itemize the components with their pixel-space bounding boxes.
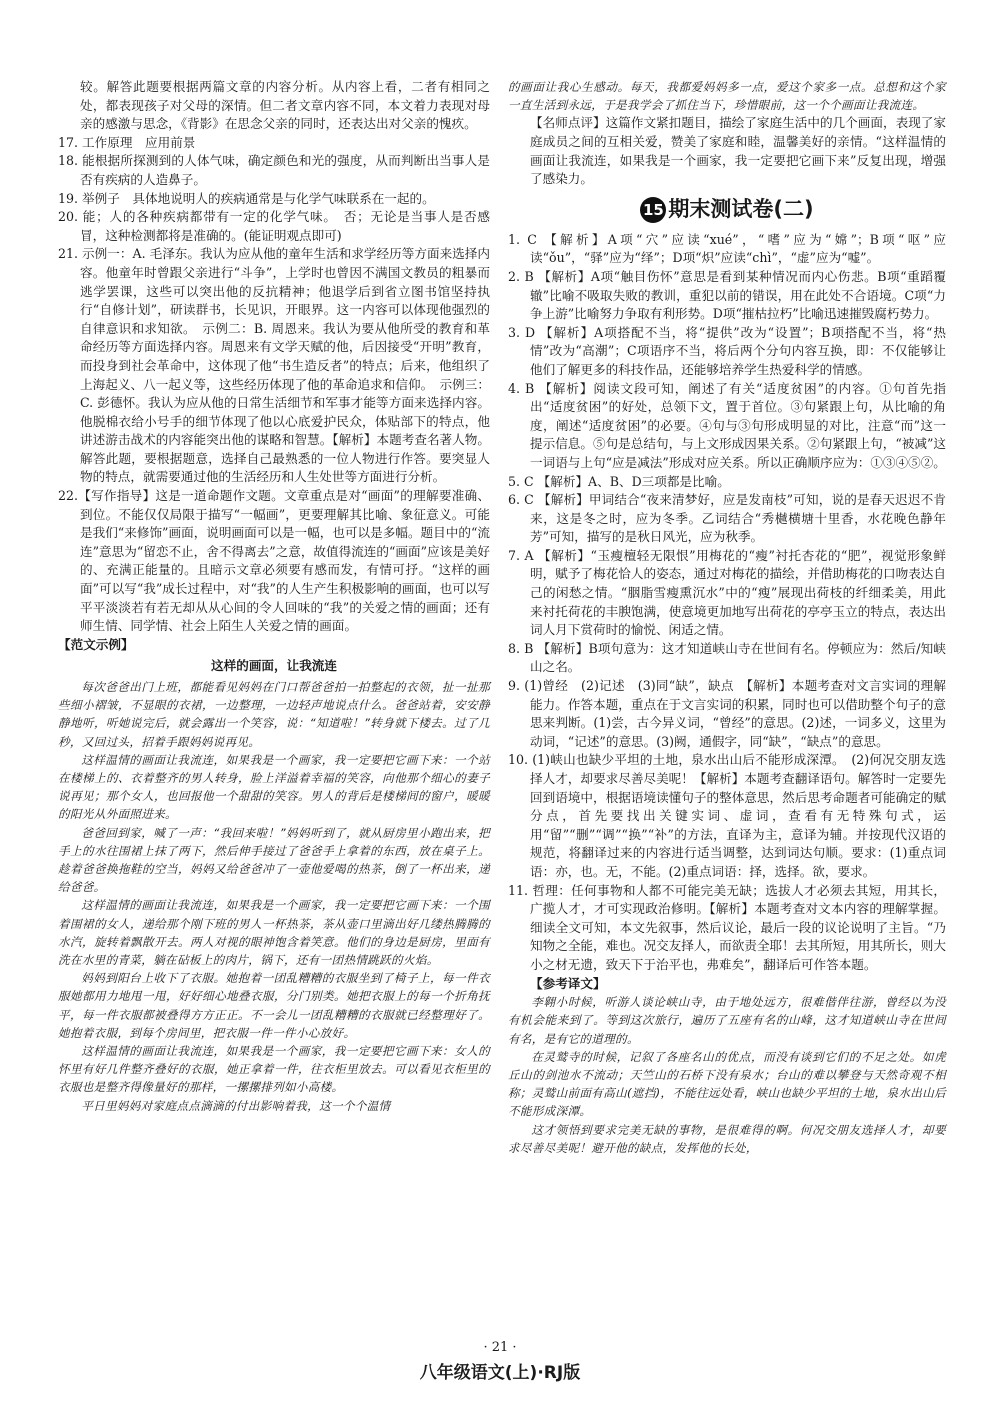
reference-translation <box>508 993 946 1157</box>
answer-6: 6. C 【解析】甲词结合“夜来清梦好，应是发南枝”可知，说的是春天迟迟不肯来，这是冬之时，应为冬季。乙词结合“秀樾横塘十里香，水花晚色静年芳”可知，描写的是秋日风光，应为秋季。 <box>508 492 946 545</box>
answer-7: 7. A 【解析】“玉瘦檀轻无限恨”用梅花的“瘦”衬托杏花的“肥”，视觉形象鲜明，赋予了梅花恰人的姿态，通过对梅花的描绘，并借助梅花的口吻表达自己的闲愁之情。“胭脂雪瘦熏沉水”中的“瘦”展现出荷枝的纤细柔美，用此来衬托荷花的丰腴饱满，使意境更加地写出荷花的亭亭玉立的特点，表达出词人月下赏荷时的愉悦、闲适之情。 <box>508 547 946 638</box>
essay-paragraph: 这样温情的画面让我流连，如果我是一个画家，我一定要把它画下来：一个站在楼梯上的、衣着整齐的男人转身，脸上洋溢着幸福的笑容，向他那个细心的妻子说再见；那个女人，也回报他一个甜甜的笑容。男人的背后是楼梯间的窗户，暖暖的阳光从外面照进来。 <box>58 752 490 822</box>
answer-8: 8. B 【解析】B项句意为：这才知道峡山寺在世间有名。停顿应为：然后/知峡山之名。 <box>508 640 946 675</box>
translation-paragraph: 这才领悟到要求完美无缺的事物，是很难得的啊。何况交朋友选择人才，却要求尽善尽美呢！避开他的缺点，发挥他的长处， <box>508 1122 946 1155</box>
book-title: 八年级语文(上)·RJ版 <box>419 1363 581 1383</box>
essay-title: 这样的画面，让我流连 <box>211 658 337 674</box>
essay-paragraph: 的画面让我心生感动。每天，我都爱妈妈多一点，爱这个家多一点。总想和这个家一直生活到永远，于是我学会了抓住当下，珍惜眼前，这一个个画面让我流连。 <box>508 80 946 113</box>
answer-19: 19. 举例子 具体地说明人的疾病通常是与化学气味联系在一起的。 <box>58 190 435 206</box>
teacher-comment: 【名师点评】这篇作文紧扣题目，描绘了家庭生活中的几个画面，表现了家庭成员之间的互相关爱，赞美了家庭和睦，温馨美好的亲情。“这样温情的画面让我流连，如果我是一个画家，我一定要把它画下来”反复出现，增强了感染力。 <box>530 115 946 187</box>
essay-paragraph: 爸爸回到家，喊了一声：“我回来啦！”妈妈听到了，就从厨房里小跑出来，把手上的水往围裙上抹了两下，然后伸手接过了爸爸手上拿着的东西，放在桌子上。趁着爸爸换拖鞋的空当，妈妈又给爸爸冲了一壶他爱喝的热茶，倒了一杯出来，递给爸爸。 <box>58 825 490 895</box>
essay-paragraph: 每次爸爸出门上班，都能看见妈妈在门口帮爸爸拍一拍整起的衣领，扯一扯那些细小褶皱，不显眼的衣裙，一边整理，一边轻声地说点什么。爸爸站着，安安静静地听，听她说完后，就会露出一个笑容，说：“知道啦！”转身就下楼去。过了几秒，又回过头，招着手跟妈妈说再见。 <box>58 680 490 749</box>
answer-21: 21. 示例一：A. 毛泽东。我认为应从他的童年生活和求学经历等方面来选择内容。他童年时曾跟父亲进行“斗争”，上学时也曾因不满国文教员的粗暴而逃学罢课，这些可以突出他的反抗精神；他退学后到省立图书馆坚持执行“自修计划”，研读群书，长见识，开眼界。这一内容可以体现他强烈的自律意识和求知欲。 示例二：B. 周恩来。我认为要从他所受的教育和革命经历等方面选择内容。周恩来有文学天赋的他，后因接受“开明”教育，而投身到社会革命中，这体现了他“书生造反者”的特点；后来，他组织了上海起义、八一起义等，这些经历体现了他的革命追求和信仰。 示例三：C. 彭德怀。我认为应从他的日常生活细节和军事才能等方面来选择内容。他脱棉衣给小号手的细节体现了他以心底爱护民众，体贴部下的特点，他讲述游击战术的内容能突出他的谋略和智慧。【解析】本题考查名著人物。解答此题，要根据题意，选择自己最熟悉的一位人物进行作答。要突显人物的特点，就需要通过他的生活经历和人生处世等方面进行分析。 <box>58 246 490 485</box>
answer-18: 18. 能根据所探测到的人体气味，确定颜色和光的强度，从而判断出当事人是否有疾病的人造鼻子。 <box>58 153 490 187</box>
example-essay <box>58 678 490 1115</box>
example-essay-label: 【范文示例】 <box>58 636 134 652</box>
answer-1: 1. C 【解析】A项“穴”应读“xué”，“嗜”应为“嫦”；B项“呕”应读“ǒu”，“驿”应为“绎”；D项“炽”应读“chì”，“虚”应为“嘘”。 <box>508 231 946 266</box>
translation-paragraph: 李翱小时候，听游人谈论峡山寺，由于地处远方，很难偕伴往游，曾经以为没有机会能来到了。等到这次旅行，遍历了五座有名的山峰，这才知道峡山寺在世间有名，是有它的道理的。 <box>508 995 946 1046</box>
essay-paragraph: 妈妈到阳台上收下了衣服。她抱着一团乱糟糟的衣服坐到了椅子上，每一件衣服她都用力地甩一甩，好好细心地叠衣服，分门别类。她把衣服上的每一个折角抚平，每一件衣服都被叠得方方正正。不一会儿一团乱糟糟的衣服就已经整理好了。她抱着衣服，到每个房间里，把衣服一件一件小心放好。 <box>58 971 490 1040</box>
answer-5: 5. C 【解析】A、B、D三项都是比喻。 <box>508 473 730 489</box>
example-essay-continued <box>508 78 946 114</box>
left-column <box>58 78 490 1115</box>
page-number: · 21 · <box>483 1340 517 1355</box>
answer-4: 4. B 【解析】阅读文段可知，阐述了有关“适度贫困”的内容。①句首先指出“适度贫困”的好处，总领下文，置于首位。③句紧跟上句，从比喻的角度，阐述“适度贫困”的必要。④句与③句形成明显的对比，注意“而”这一提示信息。⑤句是总结句，与上文形成因果关系。②句紧跟上句，“被减”这一词语与上句“应是减法”形成对应关系。所以正确顺序应为：①③④⑤②。 <box>508 380 946 470</box>
section-heading <box>508 197 946 223</box>
reference-translation-label: 【参考译文】 <box>530 975 606 991</box>
answer-2: 2. B 【解析】A项“触目伤怀”意思是看到某种情况而内心伤悲。B项“重蹈覆辙”比喻不吸取失败的教训，重犯以前的错误，用在此处不合语境。C项“力争上游”比喻努力争取有利形势。D项“摧枯拉朽”比喻迅速摧毁腐朽势力。 <box>508 268 946 322</box>
answer-17: 17. 工作原理 应用前景 <box>58 134 196 150</box>
answer-continuation: 较。解答此题要根据两篇文章的内容分析。从内容上看，二者有相同之处，都表现孩子对父母的深情。但二者文章内容不同，本文着力表现对母亲的感激与思念，《背影》在思念父亲的同时，还表达出对父亲的愧疚。 <box>80 79 490 132</box>
essay-paragraph: 这样温情的画面让我流连，如果我是一个画家，我一定要把它画下来：一个围着围裙的女人，递给那个刚下班的男人一杯热茶，茶从壶口里滴出好几缕热腾腾的水汽，旋转着飘散开去。两人对视的眼神饱含着笑意。他们的身边是厨房，里面有洗在水里的青菜，躺在砧板上的肉片，锅下，还有一团热情跳跃的火焰。 <box>58 898 490 968</box>
answer-10: 10. (1)峡山也缺少平坦的土地，泉水出山后不能形成深潭。 (2)何况交朋友选择人才，却要求尽善尽美呢！【解析】本题考查翻译语句。解答时一定要先回到语境中，根据语境读懂句子的整体意思，然后思考命题者可能确定的赋分点，首先要找出关键实词、虚词，查看有无特殊句式，运用“留”“删”“调”“换”“补”的方法，直译为主，意译为辅。并按现代汉语的规范，将翻译过来的内容进行适当调整，达到词达句顺。要求：(1)重点词语：亦，也。无，不能。(2)重点词语：择，选择。欲，要求。 <box>508 752 946 879</box>
answer-9: 9. (1)曾经 (2)记述 (3)同“缺”，缺点 【解析】本题考查对文言实词的理解能力。作答本题，重点在于文言实词的积累，同时也可以借助整个句子的意思来判断。(1)尝，古今异义词，“曾经”的意思。(2)述，一词多义，这里为动词，“记述”的意思。(3)阙，通假字，同“缺”，“缺点”的意思。 <box>508 678 946 749</box>
section-title: 期末测试卷(二) <box>668 196 814 221</box>
essay-paragraph: 这样温情的画面让我流连，如果我是一个画家，我一定要把它画下来：女人的怀里有好几件整齐叠好的衣服，她正拿着一件，往衣柜里放去。可以看见衣柜里的衣服也是整齐得像量好的那样，一摞摞排列如小高楼。 <box>58 1044 490 1095</box>
answer-3: 3. D 【解析】A项搭配不当，将“提供”改为“设置”；B项搭配不当，将“热情”改为“高潮”；C项语序不当，将后两个分句内容互换，即：不仅能够让他们了解更多的科技作品，还能够培养学生热爱科学的情感。 <box>508 324 946 377</box>
answer-11: 11. 哲理：任何事物和人都不可能完美无缺；选拔人才必须去其短，用其长，广揽人才，才可实现政治修明。【解析】本题考查对文本内容的理解掌握。细读全文可知，本文先叙事，然后议论，最后一段的议论说明了主旨。“乃知物之全能，难也。况交友择人，而欲责全耶！去其所短，用其所长，则大小之材无遗，致天下于治平也，弗难矣”，翻译后可作答本题。 <box>508 882 946 972</box>
answer-22: 22.【写作指导】这是一道命题作文题。文章重点是对“画面”的理解要准确、到位。不能仅仅局限于描写“一幅画”，更要理解其比喻、象征意义。可能是我们“来修饰”画面，说明画面可以是一幅，也可以是多幅。题目中的“流连”意思为“留恋不止，舍不得离去”之意，故值得流连的“画面”应该是美好的、充满正能量的。且暗示文章必须要有感而发，有情可抒。“这样的画面”可以写“我”成长过程中，对“我”的人生产生积极影响的画面，也可以写平平淡淡若有若无却从从心间的令人回味的“我”的关爱之情的画面；还有师生情、同学情、社会上陌生人关爱之情的画面。 <box>58 488 491 634</box>
section-number-badge: 15 <box>640 197 666 223</box>
right-column <box>508 78 946 1157</box>
translation-paragraph: 在灵鹫寺的时候，记叙了各座名山的优点，而没有谈到它们的不足之处。如虎丘山的剑池水不流动；天竺山的石桥下没有泉水；台山的难以攀登与天然奇观不相称；灵鹫山前面有高山(遮挡)，不能往远处看，峡山也缺少平坦的土地，泉水出山后不能形成深潭。 <box>508 1049 946 1119</box>
essay-paragraph: 平日里妈妈对家庭点点滴滴的付出影响着我，这一个个温情 <box>81 1098 391 1113</box>
answer-20: 20. 能；人的各种疾病都带有一定的化学气味。 否；无论是当事人是否感冒，这种检测都将是准确的。(能证明观点即可) <box>58 209 490 243</box>
